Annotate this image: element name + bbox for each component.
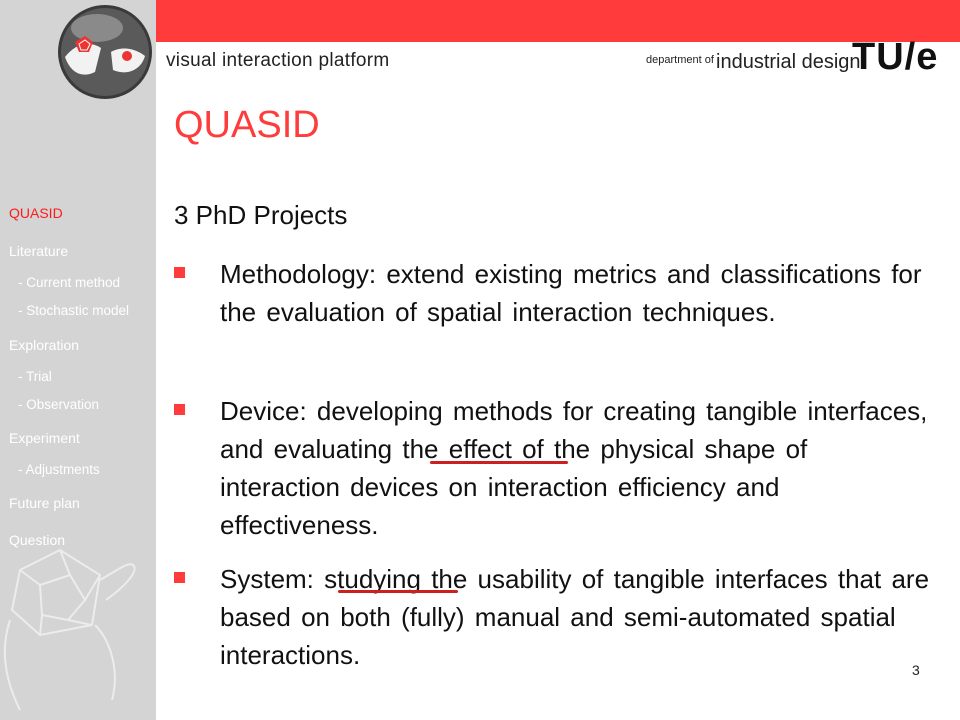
hand-sketch-illustration [0, 530, 156, 720]
hands-holding-dodecahedron-icon [55, 2, 155, 102]
sidebar-item-future-plan[interactable]: Future plan [9, 495, 80, 511]
platform-name: visual interaction platform [166, 50, 390, 71]
sidebar-item-stochastic-model[interactable]: - Stochastic model [18, 303, 130, 318]
sidebar-item-current-method[interactable]: - Current method [18, 275, 121, 290]
bullet-square-icon [174, 404, 185, 415]
sidebar-item-literature[interactable]: Literature [9, 243, 69, 259]
bullet-square-icon [174, 267, 185, 278]
bullet-text: System: studying the usability of tangible interfaces that are based on both (fully) manual and semi-automated spatial interactions. [220, 564, 930, 670]
sidebar-item-observation[interactable]: - Observation [18, 397, 100, 412]
sidebar-item-experiment[interactable]: Experiment [9, 430, 80, 446]
sidebar [0, 0, 156, 720]
annotation-underline-evaluating [430, 461, 568, 464]
department-name: industrial design [716, 51, 861, 73]
slide-subtitle: 3 PhD Projects [174, 200, 348, 230]
sidebar-item-exploration[interactable]: Exploration [9, 337, 80, 353]
annotation-underline-studying [338, 590, 458, 593]
sidebar-item-quasid[interactable]: QUASID [9, 205, 63, 221]
bullet-text: Methodology: extend existing metrics and classifications for the evaluation of spatial interaction techniques. [220, 259, 922, 327]
sidebar-item-trial[interactable]: - Trial [18, 369, 52, 384]
department-prefix: department of [646, 54, 714, 66]
bullet-text: Device: developing methods for creating tangible interfaces, and evaluating the effect of the physical shape of interaction devices on interaction efficiency and effectiveness. [220, 396, 928, 540]
bullet-square-icon [174, 572, 185, 583]
page-number: 3 [912, 662, 920, 678]
university-logo: TU/e [852, 36, 939, 78]
sidebar-item-adjustments[interactable]: - Adjustments [18, 462, 100, 477]
slide-title: QUASID [174, 104, 320, 146]
sidebar-item-question[interactable]: Question [9, 532, 66, 548]
